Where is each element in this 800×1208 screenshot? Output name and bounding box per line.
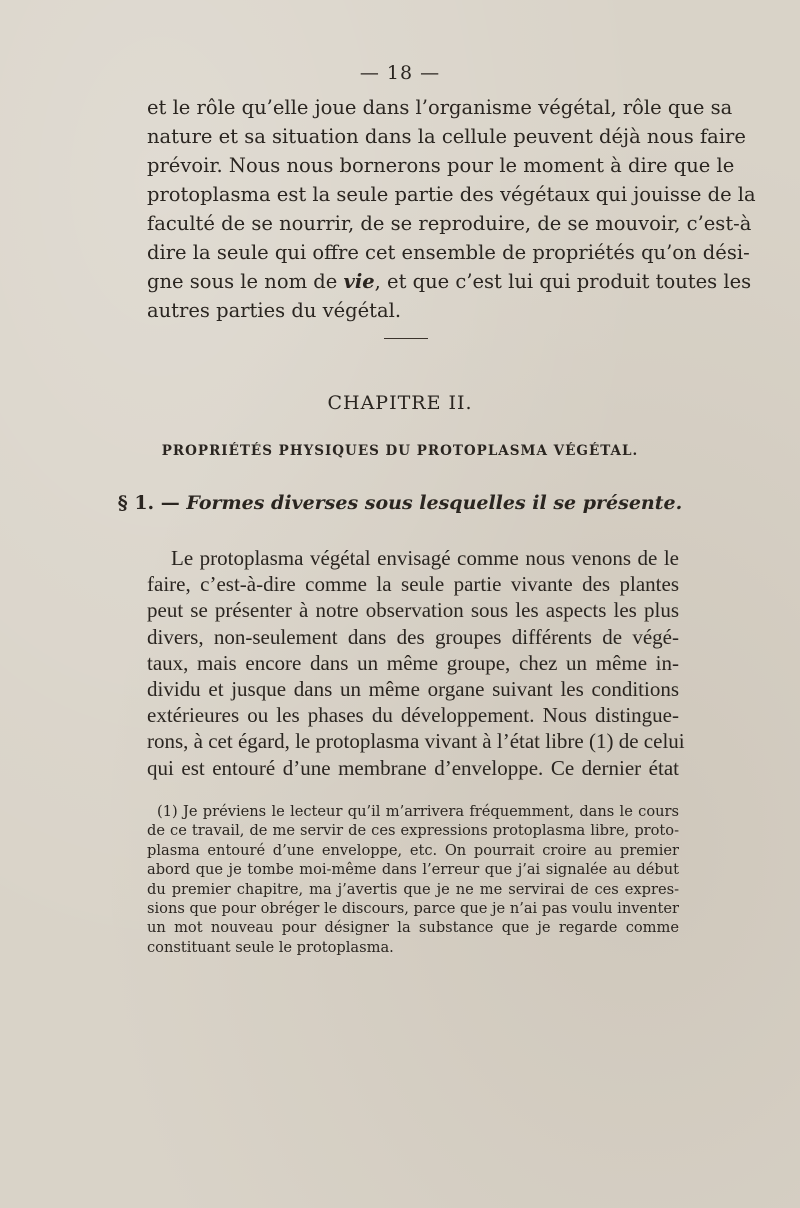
text-line: dividu et jusque dans un même organe suivant les conditions [147,677,679,702]
text-line: et le rôle qu’elle joue dans l’organisme végétal, rôle que sa [147,96,733,119]
footnote [147,802,679,957]
paragraph-continuation [147,93,756,325]
text-line: qui est entouré d’une membrane d’enveloppe. Ce dernier état [147,755,679,780]
text-line: divers, non-seulement dans des groupes différents de végé- [147,624,679,649]
subsection-number: § 1. — [117,492,180,514]
subsection-heading [0,492,800,514]
footnote-line: abord que je tombe moi-même dans l’erreur que j’ai signalée au début [147,861,679,879]
separator-rule [384,338,428,339]
text-line: rons, à cet égard, le protoplasma vivant à l’état libre (1) de celui [147,729,685,754]
text-line: faire, c’est-à-dire comme la seule partie vivante des plantes [147,572,679,597]
text-line: peut se présenter à notre observation sous les aspects les plus [147,598,679,623]
italic-word-vie: vie [343,270,375,293]
text-line [147,267,752,296]
subsection-title: Formes diverses sous lesquelles il se présente. [186,492,683,514]
footnote-line: plasma entouré d’une enveloppe, etc. On pourrait croire au premier [147,841,679,859]
text-line: dire la seule qui offre cet ensemble de propriétés qu’on dési- [147,241,750,264]
footnote-line: (1) Je préviens le lecteur qu’il m’arrivera fréquemment, dans le cours [157,803,679,820]
paragraph-body [147,545,685,781]
chapter-title: CHAPITRE II. [327,392,473,414]
page-number: — 18 — [359,62,441,84]
text-segment: , et que c’est lui qui produit toutes les [374,270,752,293]
text-line: Le protoplasma végétal envisagé comme nous venons de le [171,546,679,570]
text-line: taux, mais encore dans un même groupe, chez un même in- [147,650,679,675]
text-line: protoplasma est la seule partie des végétaux qui jouisse de la [147,183,756,206]
text-segment: gne sous le nom de [147,270,344,293]
section-heading: PROPRIÉTÉS PHYSIQUES DU PROTOPLASMA VÉGÉTAL. [161,443,639,459]
text-line: faculté de se nourrir, de se reproduire, de se mouvoir, c’est-à [147,212,752,235]
text-line: autres parties du végétal. [147,299,402,322]
footnote-line: constituant seule le protoplasma. [147,938,394,956]
text-line: prévoir. Nous nous bornerons pour le moment à dire que le [147,154,735,177]
text-line: nature et sa situation dans la cellule peuvent déjà nous faire [147,125,746,148]
text-line: extérieures ou les phases du développement. Nous distingue- [147,703,679,728]
footnote-line: de ce travail, de me servir de ces expressions protoplasma libre, proto- [147,822,679,840]
footnote-line: du premier chapitre, ma j’avertis que je ne me servirai de ces expres- [147,880,679,898]
footnote-line: un mot nouveau pour désigner la substance que je regarde comme [147,919,679,937]
footnote-line: sions que pour obréger le discours, parce que je n’ai pas voulu inventer [147,900,679,918]
